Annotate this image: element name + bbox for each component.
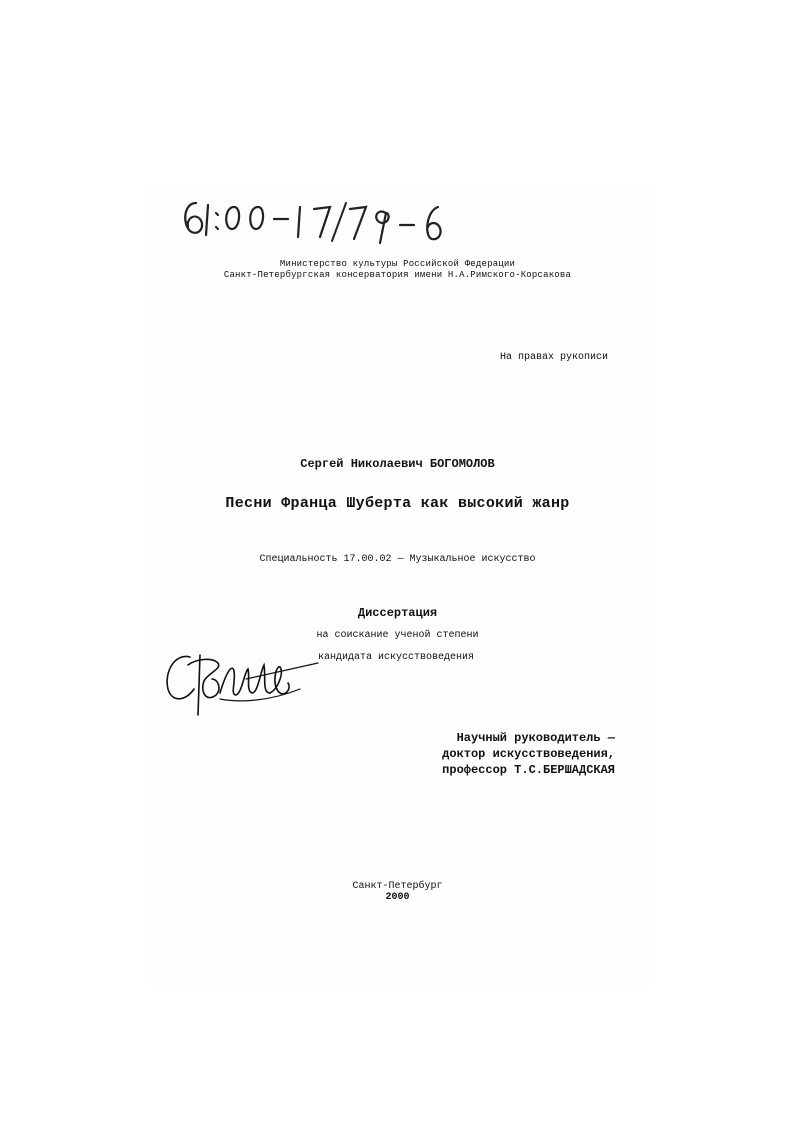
specialty-line: Специальность 17.00.02 — Музыкальное искусство <box>259 554 536 565</box>
document-page <box>150 185 650 985</box>
supervisor-line-2: доктор искусствоведения, <box>442 747 615 761</box>
supervisor-line-1: Научный руководитель — <box>456 731 615 745</box>
degree-line-1: на соискание ученой степени <box>316 630 479 641</box>
supervisor-block <box>395 730 615 778</box>
dissertation-title: Песни Франца Шуберта как высокий жанр <box>225 495 570 512</box>
degree-line-2: кандидата искусствоведения <box>318 652 475 663</box>
author-signature <box>160 643 320 723</box>
ministry-line: Министерство культуры Российской Федерации <box>279 259 516 269</box>
city: Санкт-Петербург <box>352 881 443 892</box>
institution-line: Санкт-Петербургская консерватория имени Н.А.Римского-Корсакова <box>223 270 572 280</box>
supervisor-line-3: профессор Т.С.БЕРШАДСКАЯ <box>442 763 615 777</box>
rights-note: На правах рукописи <box>500 352 609 363</box>
author-name: Сергей Николаевич БОГОМОЛОВ <box>300 457 495 471</box>
dissertation-label: Диссертация <box>357 606 438 620</box>
year: 2000 <box>385 892 410 903</box>
handwritten-archive-number <box>176 193 451 251</box>
